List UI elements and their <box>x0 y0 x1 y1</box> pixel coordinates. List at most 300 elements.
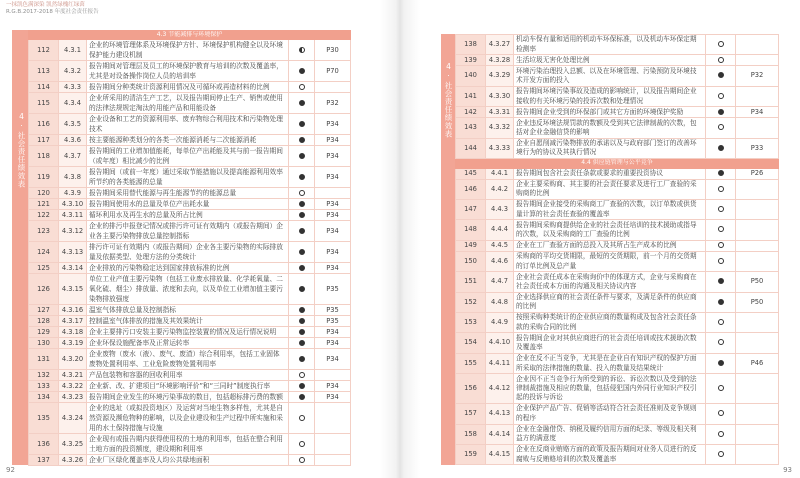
row-number: 153 <box>456 313 486 333</box>
page-reference <box>736 313 779 333</box>
row-number: 141 <box>456 86 486 106</box>
empty-circle-icon <box>299 372 305 378</box>
page-reference: P35 <box>315 274 351 305</box>
page-reference: P34 <box>736 107 779 118</box>
indicator-description: 企业废物（废水（液）、废气、废渣）综合利用率，包括工业固体废物处置利用率、工业危险废物处置利用率 <box>87 349 289 370</box>
disclosure-mark <box>289 61 315 82</box>
indicator-code: 4.3.23 <box>59 392 87 403</box>
row-number: 127 <box>29 305 59 316</box>
chapter-tab <box>12 30 28 465</box>
page-reference <box>315 455 351 466</box>
indicator-description: 报告期间对管理层及员工的环境保护教育与培训的次数及覆盖率，尤其是对设备操作岗位人员的培训率 <box>87 61 289 82</box>
page-reference <box>736 220 779 240</box>
page-reference <box>736 240 779 251</box>
section-title: 4.3 节能减排与环境保护 <box>29 31 351 40</box>
row-number: 114 <box>29 82 59 93</box>
empty-circle-icon <box>718 339 724 345</box>
row-number: 137 <box>29 455 59 466</box>
table-row <box>29 221 351 242</box>
row-number: 135 <box>29 403 59 434</box>
indicator-table <box>28 30 351 466</box>
indicator-description: 报告期间采购商提供给企业的社会责任培训的技术援助或指导的次数，以及采购商的工厂查验的比例 <box>514 220 706 240</box>
disclosure-mark <box>289 327 315 338</box>
indicator-description: 企业的排污申报登记情况或排污许可证有效期内（或报告期间）企业各主要污染物排放总量控制指标 <box>87 221 289 242</box>
row-number: 112 <box>29 40 59 61</box>
disclosure-mark <box>706 272 736 292</box>
disclosure-mark <box>289 242 315 263</box>
page-reference: P34 <box>315 242 351 263</box>
page-reference <box>736 444 779 464</box>
table-row <box>29 82 351 93</box>
indicator-description: 企业在工厂查验方面的总投入及其所占生产成本的比例 <box>514 240 706 251</box>
table-row <box>29 146 351 167</box>
row-number: 119 <box>29 167 59 188</box>
indicator-code: 4.3.32 <box>486 118 514 138</box>
row-number: 147 <box>456 200 486 220</box>
table-row <box>456 138 779 158</box>
row-number: 120 <box>29 188 59 199</box>
filled-circle-icon <box>718 72 724 78</box>
indicator-description: 生活垃圾无害化处理比例 <box>514 55 706 66</box>
disclosure-mark <box>289 349 315 370</box>
indicator-description: 报告期间企业接受的采购商工厂查验的次数，以订单数或供货量计算的社会责任查验的覆盖率 <box>514 200 706 220</box>
table-row <box>456 35 779 55</box>
filled-circle-icon <box>299 100 305 106</box>
indicator-code: 4.4.5 <box>486 240 514 251</box>
indicator-code: 4.3.7 <box>59 146 87 167</box>
table-row <box>29 274 351 305</box>
row-number: 128 <box>29 316 59 327</box>
indicator-description: 报告期间分种类统计资源利用情况及可循环或再造材料的比例 <box>87 82 289 93</box>
filled-circle-icon <box>718 299 724 305</box>
table-row <box>29 316 351 327</box>
indicator-description: 机动车保有量和适用的机动车环保标准，以及机动车环保定期检测率 <box>514 35 706 55</box>
indicator-description: 报告期间采用替代能源与再生能源节约的能源总量 <box>87 188 289 199</box>
disclosure-mark <box>706 107 736 118</box>
indicator-code: 4.3.4 <box>59 93 87 114</box>
disclosure-mark <box>706 292 736 312</box>
filled-circle-icon <box>718 278 724 284</box>
disclosure-mark <box>289 167 315 188</box>
disclosure-mark <box>289 263 315 274</box>
table-row <box>29 381 351 392</box>
page-reference: P34 <box>315 221 351 242</box>
disclosure-mark <box>706 138 736 158</box>
filled-circle-icon <box>299 153 305 159</box>
table-row <box>29 93 351 114</box>
indicator-code: 4.3.30 <box>486 86 514 106</box>
page-reference <box>315 370 351 381</box>
indicator-code: 4.3.8 <box>59 167 87 188</box>
table-row <box>456 272 779 292</box>
empty-circle-icon <box>299 84 305 90</box>
page-reference: P32 <box>736 66 779 86</box>
table-row <box>29 403 351 434</box>
indicator-description: 企业的环境管理体系及环境保护方针、环境保护机构健全以及环境保护能力建设机制 <box>87 40 289 61</box>
disclosure-mark <box>289 392 315 403</box>
filled-circle-icon <box>299 137 305 143</box>
table-row <box>456 251 779 271</box>
indicator-code: 4.3.19 <box>59 338 87 349</box>
empty-circle-icon <box>718 258 724 264</box>
disclosure-mark <box>706 374 736 404</box>
page-number: 93 <box>783 466 792 474</box>
indicator-code: 4.3.17 <box>59 316 87 327</box>
disclosure-mark <box>706 118 736 138</box>
table-row <box>29 199 351 210</box>
row-number: 159 <box>456 444 486 464</box>
page-reference: P34 <box>315 167 351 188</box>
indicator-description: 产品包装物和容器的回收利用率 <box>87 370 289 381</box>
row-number: 156 <box>456 374 486 404</box>
row-number: 152 <box>456 292 486 312</box>
filled-circle-icon <box>718 170 724 176</box>
indicator-code: 4.3.29 <box>486 66 514 86</box>
table-row <box>456 292 779 312</box>
row-number: 116 <box>29 114 59 135</box>
row-number: 145 <box>456 168 486 179</box>
disclosure-mark <box>289 434 315 455</box>
disclosure-mark <box>289 381 315 392</box>
indicator-table <box>455 34 779 465</box>
filled-circle-icon <box>299 318 305 324</box>
filled-circle-icon <box>718 360 724 366</box>
indicator-description: 温室气体排放总量及控制指标 <box>87 305 289 316</box>
table-row <box>29 338 351 349</box>
filled-circle-icon <box>299 228 305 234</box>
empty-circle-icon <box>718 385 724 391</box>
empty-circle-icon <box>718 41 724 47</box>
page-reference <box>736 86 779 106</box>
page-reference <box>736 374 779 404</box>
filled-circle-icon <box>299 265 305 271</box>
indicator-code: 4.3.33 <box>486 138 514 158</box>
page-reference: P46 <box>736 353 779 373</box>
indicator-code: 4.4.6 <box>486 251 514 271</box>
table-row <box>456 374 779 404</box>
page-reference <box>315 403 351 434</box>
table-row <box>456 353 779 373</box>
indicator-description: 采购商的平均交货期限，最短的交货期限，前一个月的交货期的订单比例及总产量 <box>514 251 706 271</box>
indicator-description: 按主要能源种类划分的各类一次能源消耗与二次能源消耗 <box>87 135 289 146</box>
row-number: 138 <box>456 35 486 55</box>
indicator-description: 企业新、改、扩建项目“环境影响评价”和“三同时”制度执行率 <box>87 381 289 392</box>
table-row <box>456 333 779 353</box>
row-number: 154 <box>456 333 486 353</box>
table-row <box>29 167 351 188</box>
table-row <box>29 327 351 338</box>
indicator-code: 4.3.10 <box>59 199 87 210</box>
empty-circle-icon <box>718 93 724 99</box>
indicator-code: 4.3.28 <box>486 55 514 66</box>
disclosure-mark <box>706 353 736 373</box>
table-row <box>456 424 779 444</box>
row-number: 113 <box>29 61 59 82</box>
row-number: 132 <box>29 370 59 381</box>
disclosure-mark <box>289 114 315 135</box>
empty-circle-icon <box>718 186 724 192</box>
table-row <box>456 313 779 333</box>
disclosure-mark <box>706 313 736 333</box>
filled-circle-icon <box>299 68 305 74</box>
table-row <box>29 392 351 403</box>
table-row <box>29 114 351 135</box>
row-number: 131 <box>29 349 59 370</box>
disclosure-mark <box>706 55 736 66</box>
disclosure-mark <box>706 220 736 240</box>
row-number: 149 <box>456 240 486 251</box>
indicator-code: 4.4.10 <box>486 333 514 353</box>
indicator-code: 4.4.9 <box>486 313 514 333</box>
indicator-code: 4.3.21 <box>59 370 87 381</box>
page-reference: P33 <box>736 138 779 158</box>
chapter-tab-label: 4·社会责任绩效表 <box>17 112 26 188</box>
indicator-description: 企业排放的污染物稳定达到国家排放标准的比例 <box>87 263 289 274</box>
report-title: R.G.B.2017-2018 年度社会责任报告 <box>6 9 99 15</box>
page-number: 92 <box>6 466 15 474</box>
indicator-description: 企业保护产品广告、促销等活动符合社会责任准则及竞争规则的程序 <box>514 404 706 424</box>
page-reference <box>736 55 779 66</box>
page-reference: P34 <box>315 263 351 274</box>
indicator-code: 4.3.24 <box>59 403 87 434</box>
indicator-code: 4.3.13 <box>59 242 87 263</box>
row-number: 150 <box>456 251 486 271</box>
indicator-code: 4.3.15 <box>59 274 87 305</box>
row-number: 136 <box>29 434 59 455</box>
indicator-code: 4.3.2 <box>59 61 87 82</box>
disclosure-mark <box>706 179 736 199</box>
table-row <box>456 240 779 251</box>
empty-circle-icon <box>718 226 724 232</box>
table-row <box>29 40 351 61</box>
indicator-code: 4.3.26 <box>59 455 87 466</box>
row-number: 144 <box>456 138 486 158</box>
page-reference: P50 <box>736 272 779 292</box>
page-reference: P70 <box>315 61 351 82</box>
empty-circle-icon <box>718 242 724 248</box>
indicator-code: 4.3.14 <box>59 263 87 274</box>
right-page <box>400 0 800 478</box>
empty-circle-icon <box>718 410 724 416</box>
filled-circle-icon <box>299 329 305 335</box>
table-row <box>456 168 779 179</box>
page-reference <box>736 200 779 220</box>
indicator-code: 4.4.14 <box>486 424 514 444</box>
table-row <box>29 263 351 274</box>
indicator-code: 4.4.7 <box>486 272 514 292</box>
table-row <box>456 220 779 240</box>
indicator-description: 企业选择供应商的社会责任条件与要求，及满足条件的供应商的比例 <box>514 292 706 312</box>
indicator-description: 企业设备和工艺的资源利用率、废弃物综合利用技术和污染物处理技术 <box>87 114 289 135</box>
indicator-description: 环境污染治理投入总额、以及在环境管理、污染预防及环境技术开发方面的投入 <box>514 66 706 86</box>
empty-circle-icon <box>718 431 724 437</box>
table-row <box>29 135 351 146</box>
indicator-code: 4.4.4 <box>486 220 514 240</box>
page-reference: P34 <box>315 114 351 135</box>
indicator-code: 4.4.12 <box>486 374 514 404</box>
page-reference: P30 <box>315 40 351 61</box>
indicator-description: 报告期间企业发生的环境污染事故的数目，包括超标排污费的数额 <box>87 392 289 403</box>
indicator-description: 企业主要排污口安装主要污染物监控装置的情况及运行情况说明 <box>87 327 289 338</box>
table-row <box>29 188 351 199</box>
page-reference <box>736 251 779 271</box>
row-number: 140 <box>456 66 486 86</box>
indicator-description: 企业自愿削减污染物排放的承诺以及与政府部门签订的改善环境行为的协议及其执行情况 <box>514 138 706 158</box>
half-circle-icon <box>299 47 305 53</box>
table-row <box>456 55 779 66</box>
indicator-description: 企业违反环境法规罚款的数额及受到其它法律制裁的次数，包括对企业金融信贷的影响 <box>514 118 706 138</box>
empty-circle-icon <box>299 190 305 196</box>
disclosure-mark <box>289 210 315 221</box>
indicator-description: 报告期间企业对其供应商进行的社会责任培训或技术援助次数及覆盖率 <box>514 333 706 353</box>
empty-circle-icon <box>718 206 724 212</box>
indicator-description: 报告期间企业受到的环保部门或其它方面的环境保护奖励 <box>514 107 706 118</box>
table-row <box>29 242 351 263</box>
indicator-code: 4.4.11 <box>486 353 514 373</box>
table-row <box>456 200 779 220</box>
indicator-description: 按照采购种类统计的企业供应商的数量构成及包含社会责任条款的采购合同的比例 <box>514 313 706 333</box>
disclosure-mark <box>289 403 315 434</box>
indicator-description: 报告期间的工业增加值能耗，每单位产出耗能及其与前一报告期间（或年度）相比减少的比例 <box>87 146 289 167</box>
indicator-code: 4.3.3 <box>59 82 87 93</box>
filled-circle-icon <box>299 340 305 346</box>
table-row <box>456 66 779 86</box>
indicator-code: 4.3.18 <box>59 327 87 338</box>
row-number: 143 <box>456 118 486 138</box>
disclosure-mark <box>289 370 315 381</box>
disclosure-mark <box>706 251 736 271</box>
disclosure-mark <box>706 168 736 179</box>
page-reference: P34 <box>315 146 351 167</box>
row-number: 124 <box>29 242 59 263</box>
page-reference <box>736 404 779 424</box>
chapter-tab-label: 4·社会责任绩效表 <box>444 62 453 138</box>
report-slogan: 一抹凯色满深染 凯然绿槐红绿茵 <box>6 2 85 8</box>
row-number: 126 <box>29 274 59 305</box>
chapter-tab <box>441 34 455 465</box>
disclosure-mark <box>289 274 315 305</box>
indicator-code: 4.3.20 <box>59 349 87 370</box>
indicator-description: 控制温室气体排放的措施及其效果统计 <box>87 316 289 327</box>
page-reference <box>736 333 779 353</box>
page-reference: P34 <box>315 349 351 370</box>
empty-circle-icon <box>299 415 305 421</box>
page-reference: P34 <box>315 210 351 221</box>
page-reference <box>736 118 779 138</box>
row-number: 122 <box>29 210 59 221</box>
indicator-code: 4.3.25 <box>59 434 87 455</box>
disclosure-mark <box>289 338 315 349</box>
row-number: 133 <box>29 381 59 392</box>
disclosure-mark <box>706 35 736 55</box>
filled-circle-icon <box>299 286 305 292</box>
indicator-code: 4.3.12 <box>59 221 87 242</box>
row-number: 125 <box>29 263 59 274</box>
row-number: 129 <box>29 327 59 338</box>
row-number: 123 <box>29 221 59 242</box>
disclosure-mark <box>289 40 315 61</box>
indicator-code: 4.4.2 <box>486 179 514 199</box>
indicator-description: 报告期间包含社会责任条款或要求的重要投资协议 <box>514 168 706 179</box>
indicator-code: 4.4.13 <box>486 404 514 424</box>
page-reference: P26 <box>736 168 779 179</box>
row-number: 134 <box>29 392 59 403</box>
table-row <box>29 434 351 455</box>
disclosure-mark <box>289 135 315 146</box>
indicator-description: 企业社会责任成本在采购询价中的体现方式，企业与采购商在社会责任成本方面的沟通及相关协议内容 <box>514 272 706 292</box>
indicator-description: 企业因不正当竞争行为所受到的诉讼、诉讼次数以及受到的法律制裁措施及相应的数量，包括侵犯国内外同行业知识产权引起的投诉与诉讼 <box>514 374 706 404</box>
indicator-code: 4.4.3 <box>486 200 514 220</box>
indicator-code: 4.4.1 <box>486 168 514 179</box>
empty-circle-icon <box>299 457 305 463</box>
row-number: 157 <box>456 404 486 424</box>
page-reference: P35 <box>315 316 351 327</box>
filled-circle-icon <box>299 201 305 207</box>
indicator-description: 企业在反不正当竞争，尤其是在企业自有知识产权的保护方面所采取的法律措施的数量、投入的数量及结果统计 <box>514 353 706 373</box>
disclosure-mark <box>706 424 736 444</box>
indicator-description: 报告期间（或前一年度）通过采取节能措施以及提高能源利用效率所节约的各类能源的总量 <box>87 167 289 188</box>
table-row <box>29 349 351 370</box>
page-reference <box>736 35 779 55</box>
indicator-code: 4.3.9 <box>59 188 87 199</box>
indicator-description: 报告期间使用水的总量及单位产出耗水量 <box>87 199 289 210</box>
disclosure-mark <box>706 404 736 424</box>
row-number: 117 <box>29 135 59 146</box>
running-header <box>6 2 99 16</box>
disclosure-mark <box>289 455 315 466</box>
indicator-code: 4.3.6 <box>59 135 87 146</box>
filled-circle-icon <box>718 145 724 151</box>
indicator-description: 企业现有或报告期内获得使用权的土地的利用率，包括在整合利用土地方面的投资额度，建设期和利用率 <box>87 434 289 455</box>
empty-circle-icon <box>718 319 724 325</box>
indicator-code: 4.3.22 <box>59 381 87 392</box>
page-reference <box>315 434 351 455</box>
row-number: 142 <box>456 107 486 118</box>
indicator-code: 4.3.1 <box>59 40 87 61</box>
filled-circle-icon <box>299 121 305 127</box>
filled-circle-icon <box>299 174 305 180</box>
disclosure-mark <box>706 86 736 106</box>
row-number: 155 <box>456 353 486 373</box>
indicator-description: 排污许可证有效期内（或报告期间）企业各主要污染物的实际排放量及依据类型、处理方法的分类统计 <box>87 242 289 263</box>
page-reference <box>315 188 351 199</box>
disclosure-mark <box>706 333 736 353</box>
row-number: 121 <box>29 199 59 210</box>
row-number: 139 <box>456 55 486 66</box>
disclosure-mark <box>289 146 315 167</box>
table-row <box>456 179 779 199</box>
indicator-description: 企业厂区绿化覆盖率及人均公共绿地面积 <box>87 455 289 466</box>
indicator-code: 4.4.8 <box>486 292 514 312</box>
page-reference <box>736 179 779 199</box>
indicator-description: 企业的选址（或拟投资地区）及运营对当地生物多样性，尤其是自然资源及濒危物种的影响，以及企业建设和生产过程中所实施和采用的水土保持措施与设施 <box>87 403 289 434</box>
indicator-description: 循环利用水及再生水的总量及所占比例 <box>87 210 289 221</box>
page-reference: P34 <box>315 392 351 403</box>
indicator-description: 单位工业产值主要污染物（包括工业废水排放量、化学耗氧量、二氧化硫、烟尘）排放量、浓度和去向，以及单位工业增加值主要污染物排放强度 <box>87 274 289 305</box>
table-row <box>456 86 779 106</box>
indicator-code: 4.3.5 <box>59 114 87 135</box>
indicator-description: 企业在反商业贿赂方面的政策及报告期间对业务人员进行的反腐败与反贿赂培训的次数及覆盖率 <box>514 444 706 464</box>
filled-circle-icon <box>299 212 305 218</box>
indicator-description: 企业所采用的清洁生产工艺，以及报告期间停止生产、销售或使用的法律法规规定淘汰的用能产品和用能设备 <box>87 93 289 114</box>
table-row <box>29 455 351 466</box>
row-number: 146 <box>456 179 486 199</box>
table-row <box>456 404 779 424</box>
page-reference: P34 <box>315 381 351 392</box>
indicator-description: 企业在金融借贷、纳税及履约信用方面的纪录、等级及相关利益方的满意度 <box>514 424 706 444</box>
disclosure-mark <box>289 305 315 316</box>
page-reference: P34 <box>315 199 351 210</box>
